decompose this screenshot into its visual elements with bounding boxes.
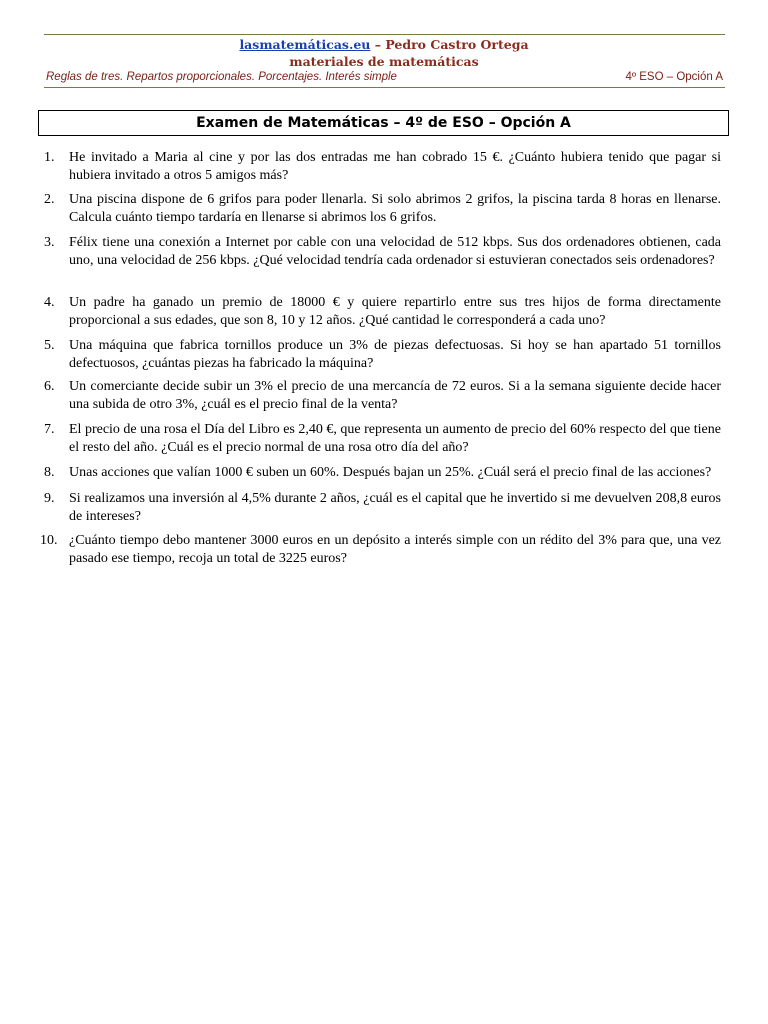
header-level: 4º ESO – Opción A [625, 71, 723, 83]
problem-text: Si realizamos una inversión al 4,5% durante 2 años, ¿cuál es el capital que he invertido si me devuelven 208,8 euros de intereses? [69, 491, 721, 524]
header-separator: – [370, 37, 386, 52]
problem-number: 4. [44, 295, 55, 310]
site-subtitle: materiales de matemáticas [289, 54, 479, 69]
exam-title: Examen de Matemáticas – 4º de ESO – Opción A [38, 110, 729, 136]
problem-number: 7. [44, 422, 55, 437]
problem-text: El precio de una rosa el Día del Libro es 2,40 €, que representa un aumento de precio del 60% respecto del que tiene el resto del año. ¿Cuál es el precio normal de una rosa otro día del año? [69, 422, 721, 455]
problem-text: Un padre ha ganado un premio de 18000 € y quiere repartirlo entre sus tres hijos de forma directamente proporcional a sus edades, que son 8, 10 y 12 años. ¿Qué cantidad le corresponderá a cada uno? [69, 295, 721, 328]
problem-text: He invitado a Maria al cine y por las dos entradas me han cobrado 15 €. ¿Cuánto hubiera tenido que pagar si hubiera invitado a otros 5 amigos más? [69, 150, 721, 183]
problem-number: 3. [44, 235, 55, 250]
problem-number: 10. [40, 533, 58, 548]
problem-number: 8. [44, 465, 55, 480]
problem-text: ¿Cuánto tiempo debo mantener 3000 euros en un depósito a interés simple con un rédito del 3% para que, una vez pasado ese tiempo, recoja un total de 3225 euros? [69, 533, 721, 566]
problem-number: 5. [44, 338, 55, 353]
site-link[interactable]: lasmatemáticas.eu [239, 37, 371, 52]
site-header [0, 37, 768, 52]
problem-text: Una piscina dispone de 6 grifos para poder llenarla. Si solo abrimos 2 grifos, la piscina tarda 8 horas en llenarse. Calcula cuánto tiempo tardaría en llenarse si abrimos los 6 grifos. [69, 192, 721, 225]
header-rule-bottom [44, 87, 725, 88]
problem-text: Unas acciones que valían 1000 € suben un 60%. Después bajan un 25%. ¿Cuál será el precio final de las acciones? [69, 465, 712, 480]
problem-number: 1. [44, 150, 55, 165]
problem-number: 9. [44, 491, 55, 506]
header-rule-top [44, 34, 725, 35]
problem-number: 6. [44, 379, 55, 394]
problem-text: Félix tiene una conexión a Internet por cable con una velocidad de 512 kbps. Sus dos ordenadores obtienen, cada uno, una velocidad de 256 kbps. ¿Qué velocidad tendría cada ordenador si estuvieran conectados seis ordenadores? [69, 235, 721, 268]
author-name: Pedro Castro Ortega [385, 37, 529, 52]
header-topics: Reglas de tres. Repartos proporcionales. Porcentajes. Interés simple [46, 71, 397, 83]
problem-number: 2. [44, 192, 55, 207]
problem-text: Un comerciante decide subir un 3% el precio de una mercancía de 72 euros. Si a la semana siguiente decide hacer una subida de otro 3%, ¿cuál es el precio final de la venta? [69, 379, 721, 412]
problem-text: Una máquina que fabrica tornillos produce un 3% de piezas defectuosas. Si hoy se han apartado 51 tornillos defectuosos, ¿cuántas piezas ha fabricado la máquina? [69, 338, 721, 371]
